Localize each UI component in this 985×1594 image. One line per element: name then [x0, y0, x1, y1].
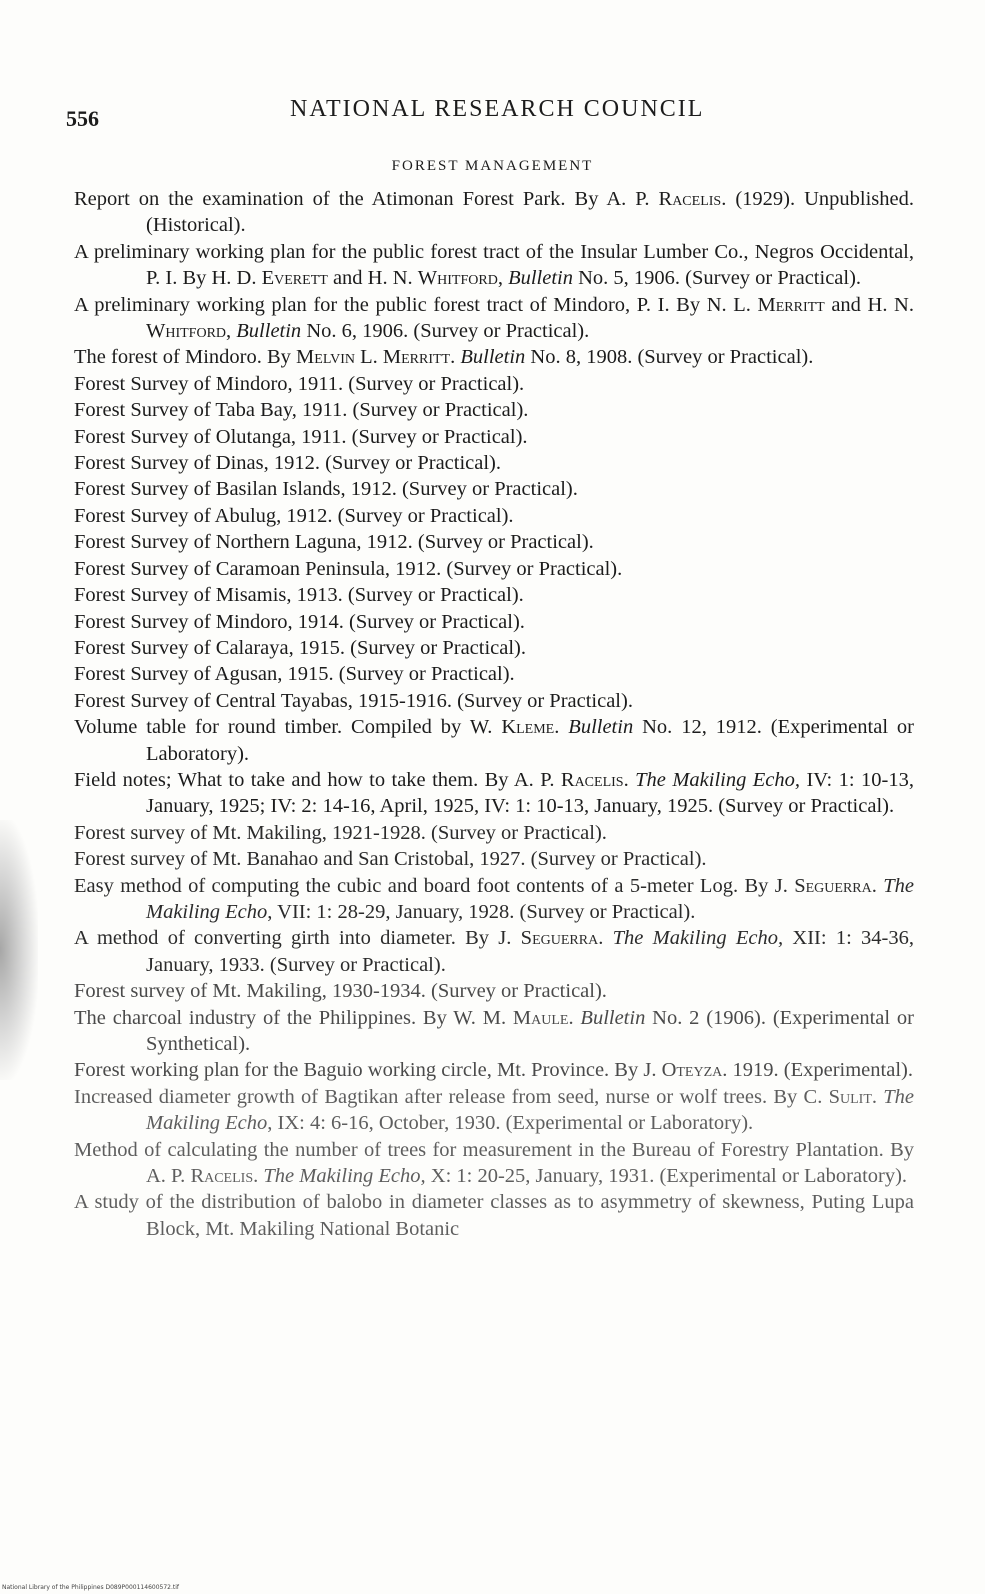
bibliography-entry: Forest Survey of Northern Laguna, 1912. (Survey or Practical). [74, 531, 594, 554]
bibliography-entry: Forest working plan for the Baguio working circle, Mt. Province. By J. Oteyza. 1919. (Experimental). [74, 1059, 913, 1082]
running-head: NATIONAL RESEARCH COUNCIL [290, 96, 705, 122]
bibliography-list [74, 186, 914, 1242]
page-number: 556 [66, 106, 99, 131]
bibliography-entry: A preliminary working plan for the public forest tract of the Insular Lumber Co., Negros Occidental, P. I. By H. D. Everett and H. N. Whitford, Bulletin No. 5, 1906. (Survey or Practical). [74, 240, 914, 290]
bibliography-entry: A method of converting girth into diameter. By J. Seguerra. The Makiling Echo, XII: 1: 34-36, January, 1933. (Survey or Practical). [74, 927, 914, 976]
bibliography-entry: Forest Survey of Misamis, 1913. (Survey or Practical). [74, 584, 524, 607]
bibliography-entry: Forest Survey of Caramoan Peninsula, 1912. (Survey or Practical). [74, 557, 623, 580]
bibliography-entry: Easy method of computing the cubic and board foot contents of a 5-meter Log. By J. Seguerra. The Makiling Echo, VII: 1: 28-29, January, 1928. (Survey or Practical). [74, 874, 914, 923]
bibliography-entry: The charcoal industry of the Philippines. By W. M. Maule. Bulletin No. 2 (1906). (Experimental or Synthetical). [74, 1006, 914, 1055]
scan-credit: National Library of the Philippines D089P000114600572.tif [2, 1584, 180, 1591]
page-header [66, 96, 926, 136]
bibliography-entry: Forest Survey of Basilan Islands, 1912. (Survey or Practical). [74, 478, 578, 501]
section-heading: FOREST MANAGEMENT [391, 158, 594, 174]
bibliography-entry: Method of calculating the number of trees for measurement in the Bureau of Forestry Plantation. By A. P. Racelis. The Makiling Echo, X: 1: 20-25, January, 1931. (Experimental or Laboratory). [74, 1138, 914, 1188]
bibliography-entry: Forest Survey of Mindoro, 1911. (Survey or Practical). [74, 372, 525, 395]
bibliography-entry: Forest survey of Mt. Makiling, 1921-1928. (Survey or Practical). [74, 821, 607, 844]
bibliography-entry: Forest Survey of Mindoro, 1914. (Survey or Practical). [74, 610, 525, 633]
bibliography-entry: Report on the examination of the Atimonan Forest Park. By A. P. Racelis. (1929). Unpublished. (Historical). [74, 188, 914, 237]
bibliography-entry: Forest Survey of Abulug, 1912. (Survey or Practical). [74, 504, 514, 527]
bibliography-entry: Forest Survey of Taba Bay, 1911. (Survey or Practical). [74, 399, 529, 422]
bibliography-entry: Forest Survey of Olutanga, 1911. (Survey or Practical). [74, 425, 528, 448]
bibliography-entry: Forest survey of Mt. Banahao and San Cristobal, 1927. (Survey or Practical). [74, 848, 707, 871]
page-edge-shadow [0, 820, 38, 1080]
bibliography-entry: A study of the distribution of balobo in diameter classes as to asymmetry of skewness, Puting Lupa Block, Mt. Makiling National Botanic [74, 1191, 914, 1240]
bibliography-entry: The forest of Mindoro. By Melvin L. Merritt. Bulletin No. 8, 1908. (Survey or Practical). [74, 346, 814, 369]
bibliography-entry: Volume table for round timber. Compiled by W. Kleme. Bulletin No. 12, 1912. (Experimental or Laboratory). [74, 716, 915, 765]
bibliography-entry: Increased diameter growth of Bagtikan after release from seed, nurse or wolf trees. By C. Sulit. The Makiling Echo, IX: 4: 6-16, October, 1930. (Experimental or Laboratory). [74, 1085, 914, 1135]
bibliography-entry: A preliminary working plan for the public forest tract of Mindoro, P. I. By N. L. Merritt and H. N. Whitford, Bulletin No. 6, 1906. (Survey or Practical). [74, 293, 914, 343]
bibliography-entry: Forest Survey of Central Tayabas, 1915-1916. (Survey or Practical). [74, 689, 633, 712]
bibliography-entry: Field notes; What to take and how to take them. By A. P. Racelis. The Makiling Echo, IV: 1: 10-13, January, 1925; IV: 2: 14-16, April, 1925, IV: 1: 10-13, January, 1925. (Survey or Practical). [74, 768, 915, 818]
bibliography-entry: Forest Survey of Dinas, 1912. (Survey or Practical). [74, 452, 501, 475]
bibliography-entry: Forest Survey of Agusan, 1915. (Survey or Practical). [74, 663, 515, 686]
bibliography-entry: Forest survey of Mt. Makiling, 1930-1934. (Survey or Practical). [74, 980, 607, 1003]
bibliography-entry: Forest Survey of Calaraya, 1915. (Survey or Practical). [74, 636, 527, 659]
